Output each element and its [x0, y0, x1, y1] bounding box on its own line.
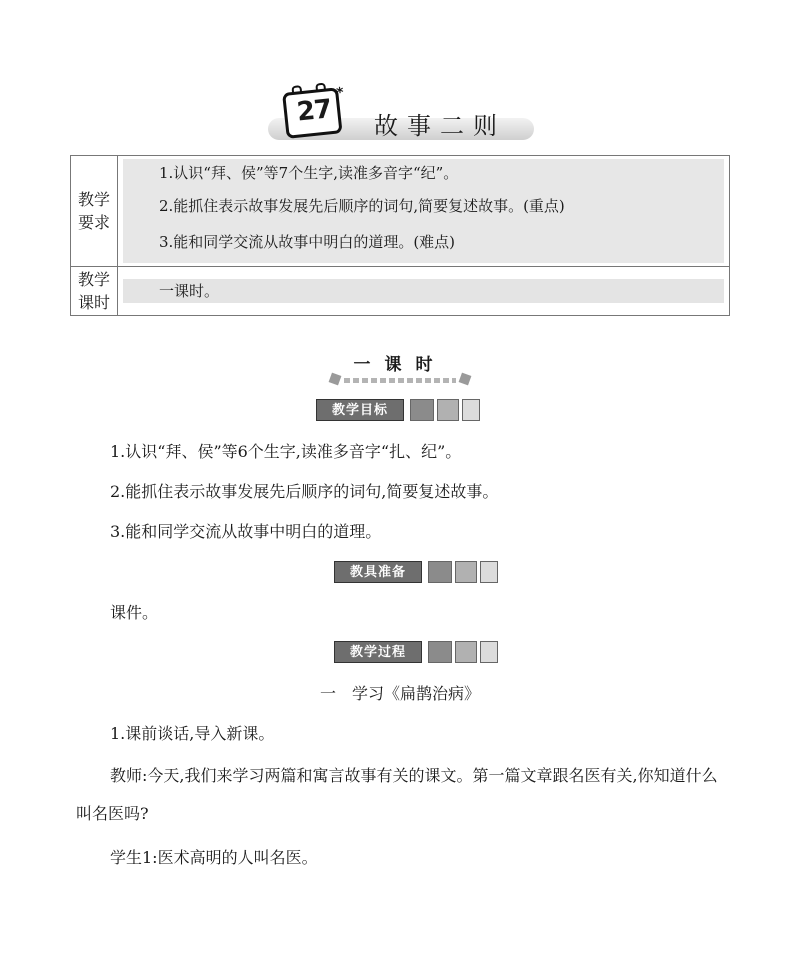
materials-text: 课件。 — [110, 603, 159, 622]
tag-square — [428, 561, 452, 583]
tag-square — [410, 399, 434, 421]
lesson-number: 27 — [295, 94, 333, 128]
divider-end — [329, 373, 342, 386]
tag-square — [455, 561, 477, 583]
requirement-item: 2.能抓住表示故事发展先后顺序的词句,简要复述故事。(重点) — [159, 197, 565, 215]
hours-row — [71, 267, 730, 316]
materials-tag-label: 教具准备 — [334, 561, 422, 583]
section-divider — [330, 374, 470, 386]
requirements-row — [71, 156, 730, 267]
process-tag-label: 教学过程 — [334, 641, 422, 663]
lesson-star: * — [335, 84, 345, 102]
calendar-icon — [281, 79, 345, 141]
goals-tag-label: 教学目标 — [316, 399, 404, 421]
teacher-paragraph: 教师:今天,我们来学习两篇和寓言故事有关的课文。第一篇文章跟名医有关,你知道什么叫名医吗? — [76, 766, 718, 823]
hours-value: 一课时。 — [123, 279, 724, 303]
tag-square — [428, 641, 452, 663]
requirements-label — [71, 156, 118, 267]
requirement-item: 3.能和同学交流从故事中明白的道理。(难点) — [159, 233, 456, 251]
tag-square — [462, 399, 480, 421]
requirements-label-line: 要求 — [77, 213, 110, 232]
divider-end — [459, 373, 472, 386]
section-title: 一课时 — [353, 355, 447, 375]
student-reply: 学生1:医术高明的人叫名医。 — [110, 848, 318, 867]
requirements-list — [123, 159, 724, 263]
tag-square — [437, 399, 459, 421]
hours-label-line: 课时 — [77, 293, 110, 312]
tag-square — [480, 561, 498, 583]
divider-dots — [344, 378, 456, 383]
lesson-title: 故事二则 — [374, 112, 506, 140]
tag-square — [480, 641, 498, 663]
requirement-item: 1.认识“拜、侯”等7个生字,读准多音字“纪”。 — [159, 164, 459, 182]
hours-label-line: 教学 — [77, 270, 110, 289]
tag-square — [455, 641, 477, 663]
goal-item: 1.认识“拜、侯”等6个生字,读准多音字“扎、纪”。 — [110, 442, 462, 461]
hours-label — [71, 267, 118, 316]
lesson-banner — [268, 82, 538, 152]
requirements-cell — [118, 156, 730, 267]
goal-item: 2.能抓住表示故事发展先后顺序的词句,简要复述故事。 — [110, 482, 499, 501]
goal-item: 3.能和同学交流从故事中明白的道理。 — [110, 522, 382, 541]
part-title: 一 学习《扁鹊治病》 — [319, 684, 480, 703]
requirements-label-line: 教学 — [77, 190, 110, 209]
process-step: 1.课前谈话,导入新课。 — [110, 724, 275, 743]
requirements-table — [70, 155, 730, 316]
hours-cell — [118, 267, 730, 316]
